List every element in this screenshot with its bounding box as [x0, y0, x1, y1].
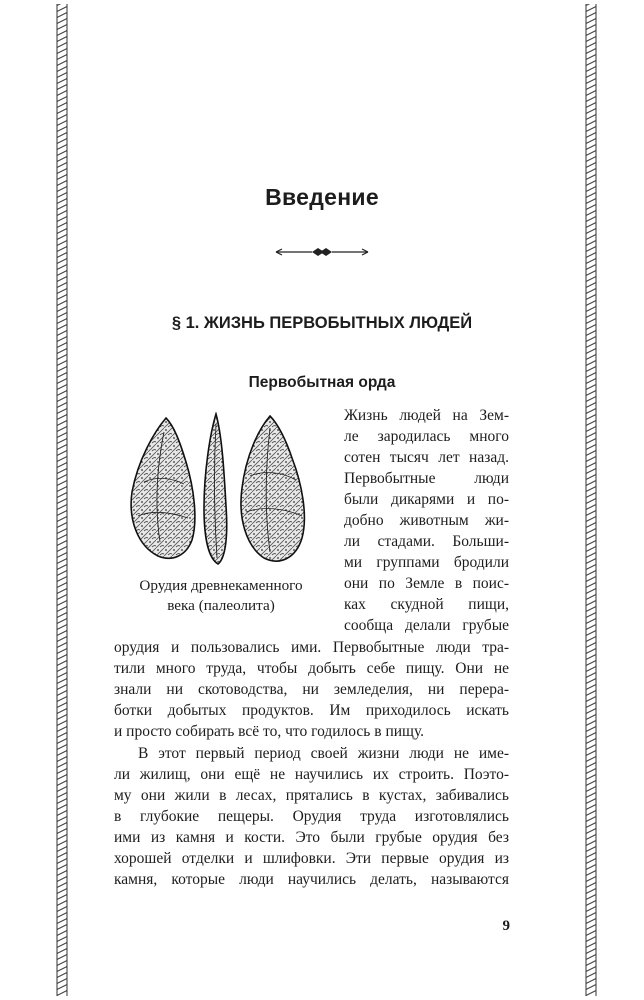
- figure-caption: [120, 576, 322, 616]
- title-divider-ornament: [272, 245, 372, 259]
- body-text-line: камня, которые люди научились делать, называются: [114, 871, 509, 888]
- figure-caption-line: века (палеолита): [167, 597, 275, 614]
- body-text-line: орудия и пользовались ими. Первобытные люди тра-: [114, 639, 509, 656]
- body-text-line: ках скудной пищи,: [344, 596, 509, 613]
- body-text-line: добно животным жи-: [344, 512, 509, 529]
- section-title: § 1. ЖИЗНЬ ПЕРВОБЫТНЫХ ЛЮДЕЙ: [171, 314, 473, 332]
- page-number: 9: [502, 918, 510, 934]
- body-text-line: В этот первый период своей жизни люди не име-: [138, 745, 509, 762]
- body-text-line: Жизнь людей на Зем-: [344, 407, 509, 424]
- body-text-line: ли стадами. Больши-: [344, 533, 509, 550]
- body-text-line: ботки добытых продуктов. Им приходилось искать: [114, 702, 509, 719]
- body-text-line: ле зародилась много: [344, 428, 509, 445]
- hand-axe-right: [241, 416, 304, 561]
- body-text-line: ими из камня и кости. Это были грубые орудия без: [114, 829, 509, 846]
- body-text-line: хорошей отделки и шлифовки. Эти первые орудия из: [114, 850, 509, 867]
- left-border-ornament: [56, 0, 68, 1000]
- right-border-ornament: [585, 0, 597, 1000]
- body-text-line: были дикарями и по-: [344, 491, 509, 508]
- paleolithic-tools-illustration: [124, 412, 314, 572]
- body-text-line: му они жили в лесах, прятались в кустах, забивались: [114, 787, 509, 804]
- body-text-line: они по Земле в поис-: [344, 575, 509, 592]
- chapter-title: Введение: [265, 184, 379, 210]
- figure-caption-line: Орудия древнекаменного: [139, 577, 303, 594]
- body-text-line: сообща делали грубые: [344, 617, 509, 634]
- body-text-line: ми группами бродили: [344, 554, 509, 571]
- body-text-line: и просто собирать всё то, что годилось в пищу.: [114, 723, 425, 740]
- body-text-line: в глубокие пещеры. Орудия труда изготовлялись: [114, 808, 509, 825]
- body-text-line: Первобытные люди: [344, 470, 509, 487]
- subsection-title: Первобытная орда: [248, 374, 396, 391]
- body-text-line: тили много труда, чтобы добыть себе пищу. Они не: [114, 660, 509, 677]
- body-text-line: ли жилищ, они ещё не научились их строить. Поэто-: [114, 766, 509, 783]
- body-text-line: знали ни скотоводства, ни земледелия, ни перера-: [114, 681, 509, 698]
- body-text-line: сотен тысяч лет назад.: [344, 449, 509, 466]
